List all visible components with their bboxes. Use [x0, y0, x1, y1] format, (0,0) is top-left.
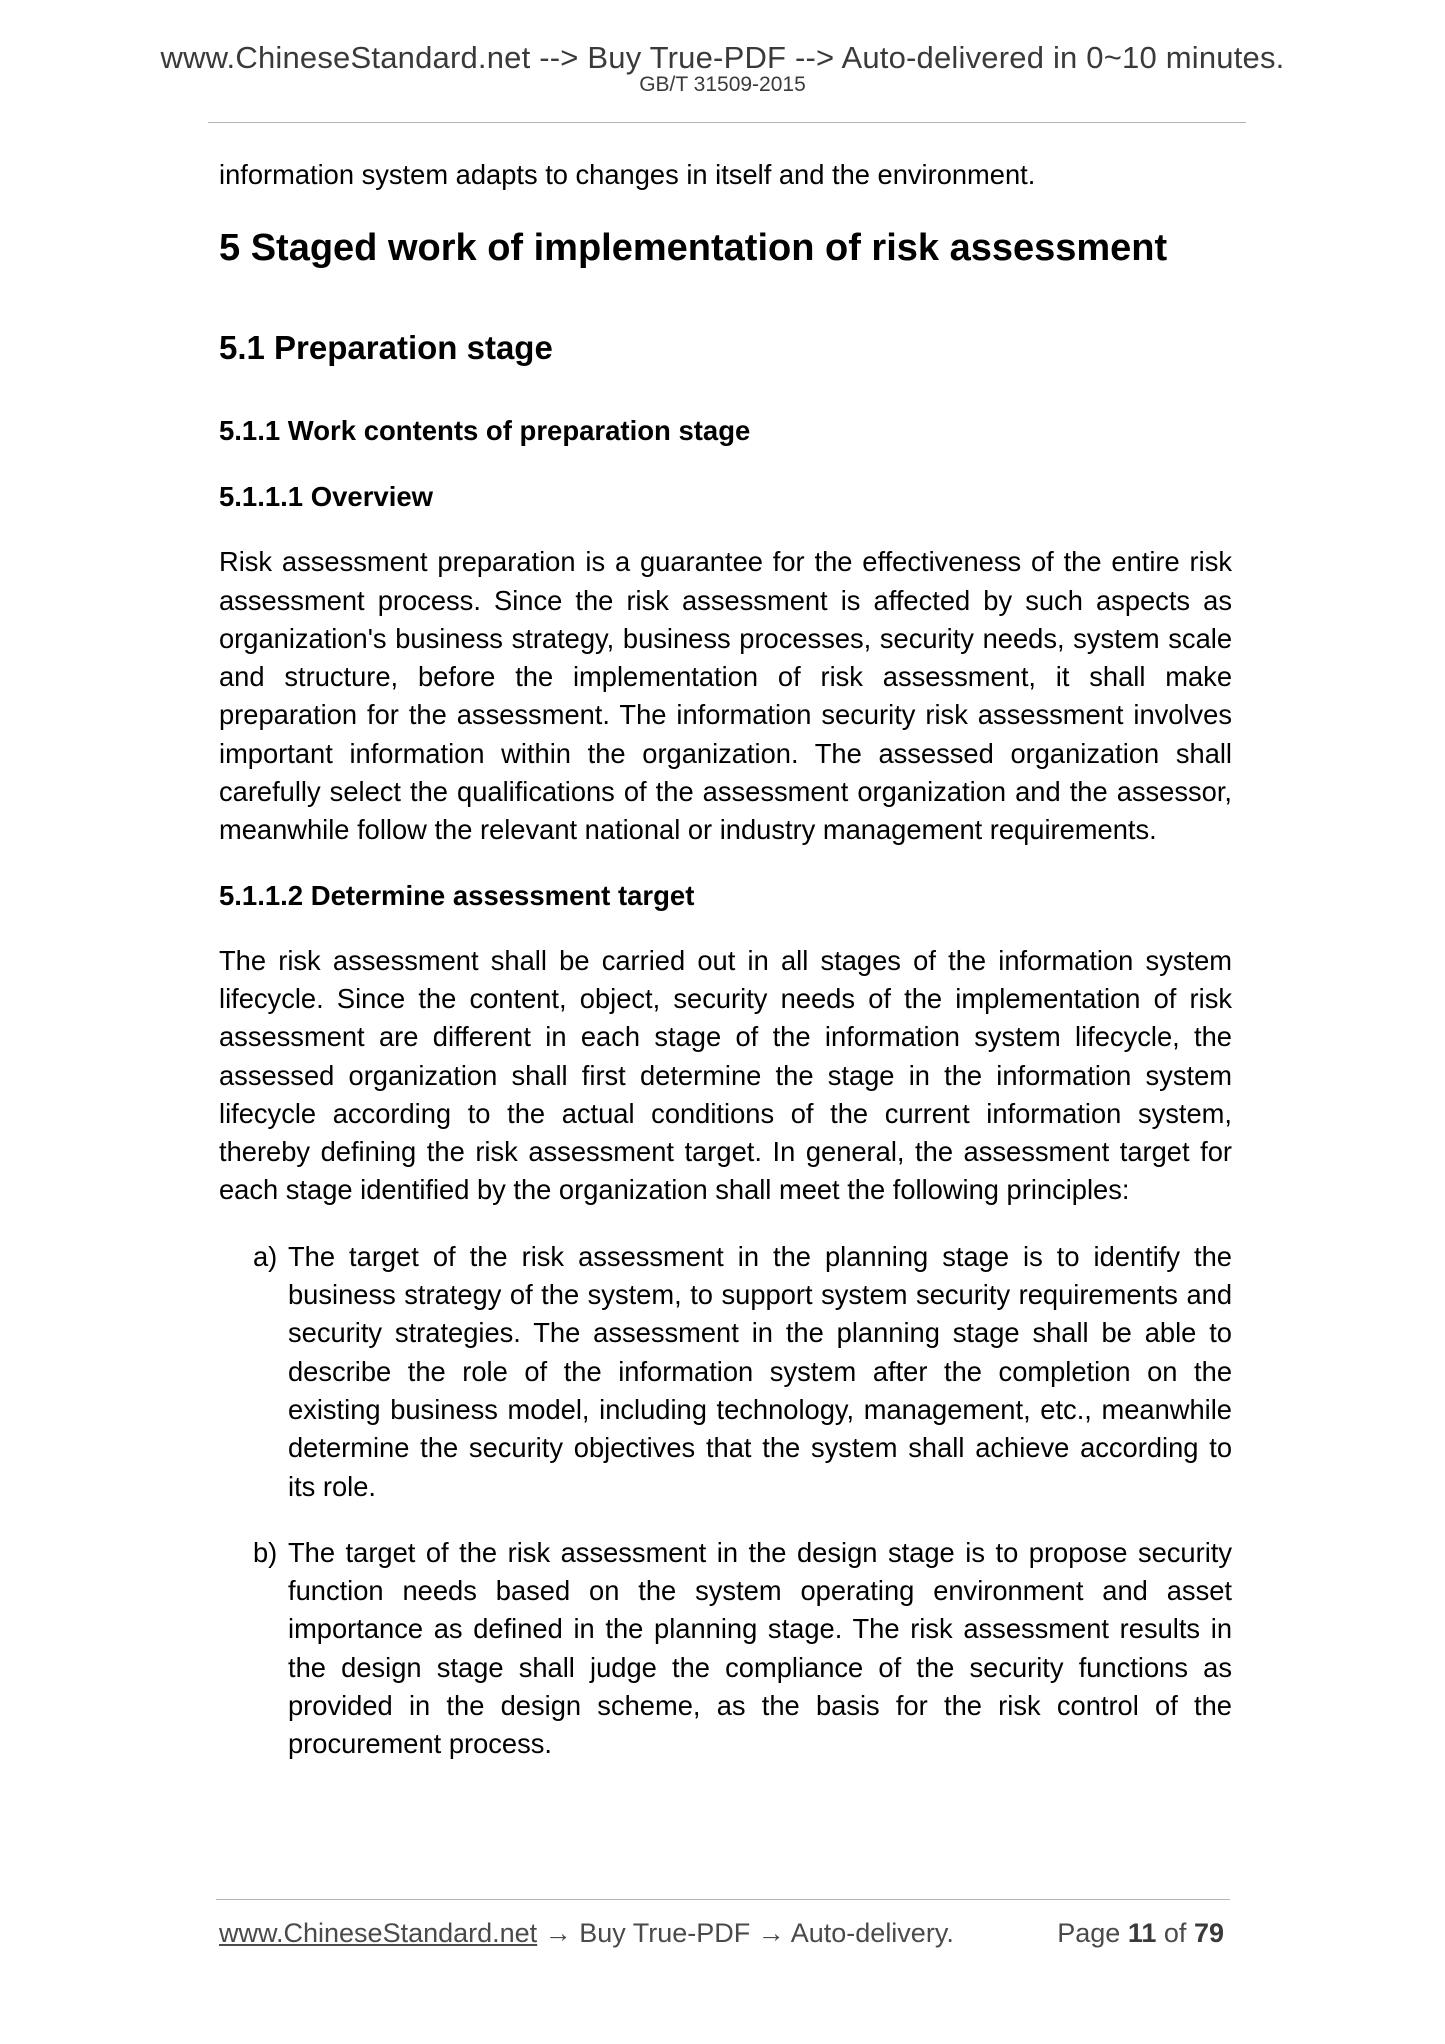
- overview-paragraph: Risk assessment preparation is a guarantee for the effectiveness of the entire risk assessment process. Since the risk assessment is affected by such aspects as organization's business strategy, business processes, security needs, system scale and structure, before the implementation of risk assessment, it shall make preparation for the assessment. The information security risk assessment involves important information within the organization. The assessed organization shall carefully select the qualifications of the assessment organization and the assessor, meanwhile follow the relevant national or industry management requirements.: [219, 546, 1232, 846]
- list-item-marker: a): [253, 1240, 278, 1272]
- page-current: 11: [1127, 1918, 1157, 1948]
- page-label: Page: [1057, 1918, 1121, 1948]
- list-item-text: The target of the risk assessment in the planning stage is to identify the business strategy of the system, to support system security requirements and security strategies. The assessment in the planning stage shall be able to describe the role of the information system after the completion on the existing business model, including technology, management, etc., meanwhile determine the security objectives that the system shall achieve according to its role.: [288, 1240, 1232, 1502]
- overview-heading: 5.1.1.1 Overview: [219, 481, 434, 513]
- page-footer: [219, 1918, 1232, 1954]
- target-heading: 5.1.1.2 Determine assessment target: [219, 879, 695, 911]
- standard-number: GB/T 31509-2015: [639, 73, 806, 96]
- list-item-marker: b): [253, 1536, 278, 1568]
- target-paragraph: The risk assessment shall be carried out in all stages of the information system lifecycle. Since the content, object, security needs of the implementation of risk assessment are different in each stage of the information system lifecycle, the assessed organization shall first determine the stage in the information system lifecycle according to the actual conditions of the current information system, thereby defining the risk assessment target. In general, the assessment target for each stage identified by the organization shall meet the following principles:: [219, 944, 1232, 1206]
- footer-site-link[interactable]: www.ChineseStandard.net: [219, 1918, 538, 1948]
- page-indicator: [1057, 1918, 1224, 1949]
- page-of-label: of: [1163, 1918, 1187, 1948]
- list-item: [219, 1534, 1232, 1764]
- document-body: [219, 156, 1232, 1792]
- continuation-text: information system adapts to changes in itself and the environment.: [219, 159, 1036, 190]
- list-item: [219, 1238, 1232, 1506]
- header-divider: [208, 122, 1246, 123]
- header-banner: www.ChineseStandard.net --> Buy True-PDF --> Auto-delivered in 0~10 minutes.: [160, 40, 1285, 75]
- subsubsection-title: 5.1.1 Work contents of preparation stage: [219, 415, 751, 447]
- footer-delivery-text: → Buy True-PDF → Auto-delivery.: [537, 1918, 954, 1948]
- list-item-text: The target of the risk assessment in the design stage is to propose security function needs based on the system operating environment and asset importance as defined in the planning stage. The risk assessment results in the design stage shall judge the compliance of the security functions as provided in the design scheme, as the basis for the risk control of the procurement process.: [288, 1536, 1232, 1760]
- footer-divider: [216, 1899, 1230, 1900]
- subsection-title: 5.1 Preparation stage: [219, 329, 553, 367]
- page-total: 79: [1193, 1918, 1224, 1948]
- section-title: 5 Staged work of implementation of risk assessment: [219, 227, 1168, 270]
